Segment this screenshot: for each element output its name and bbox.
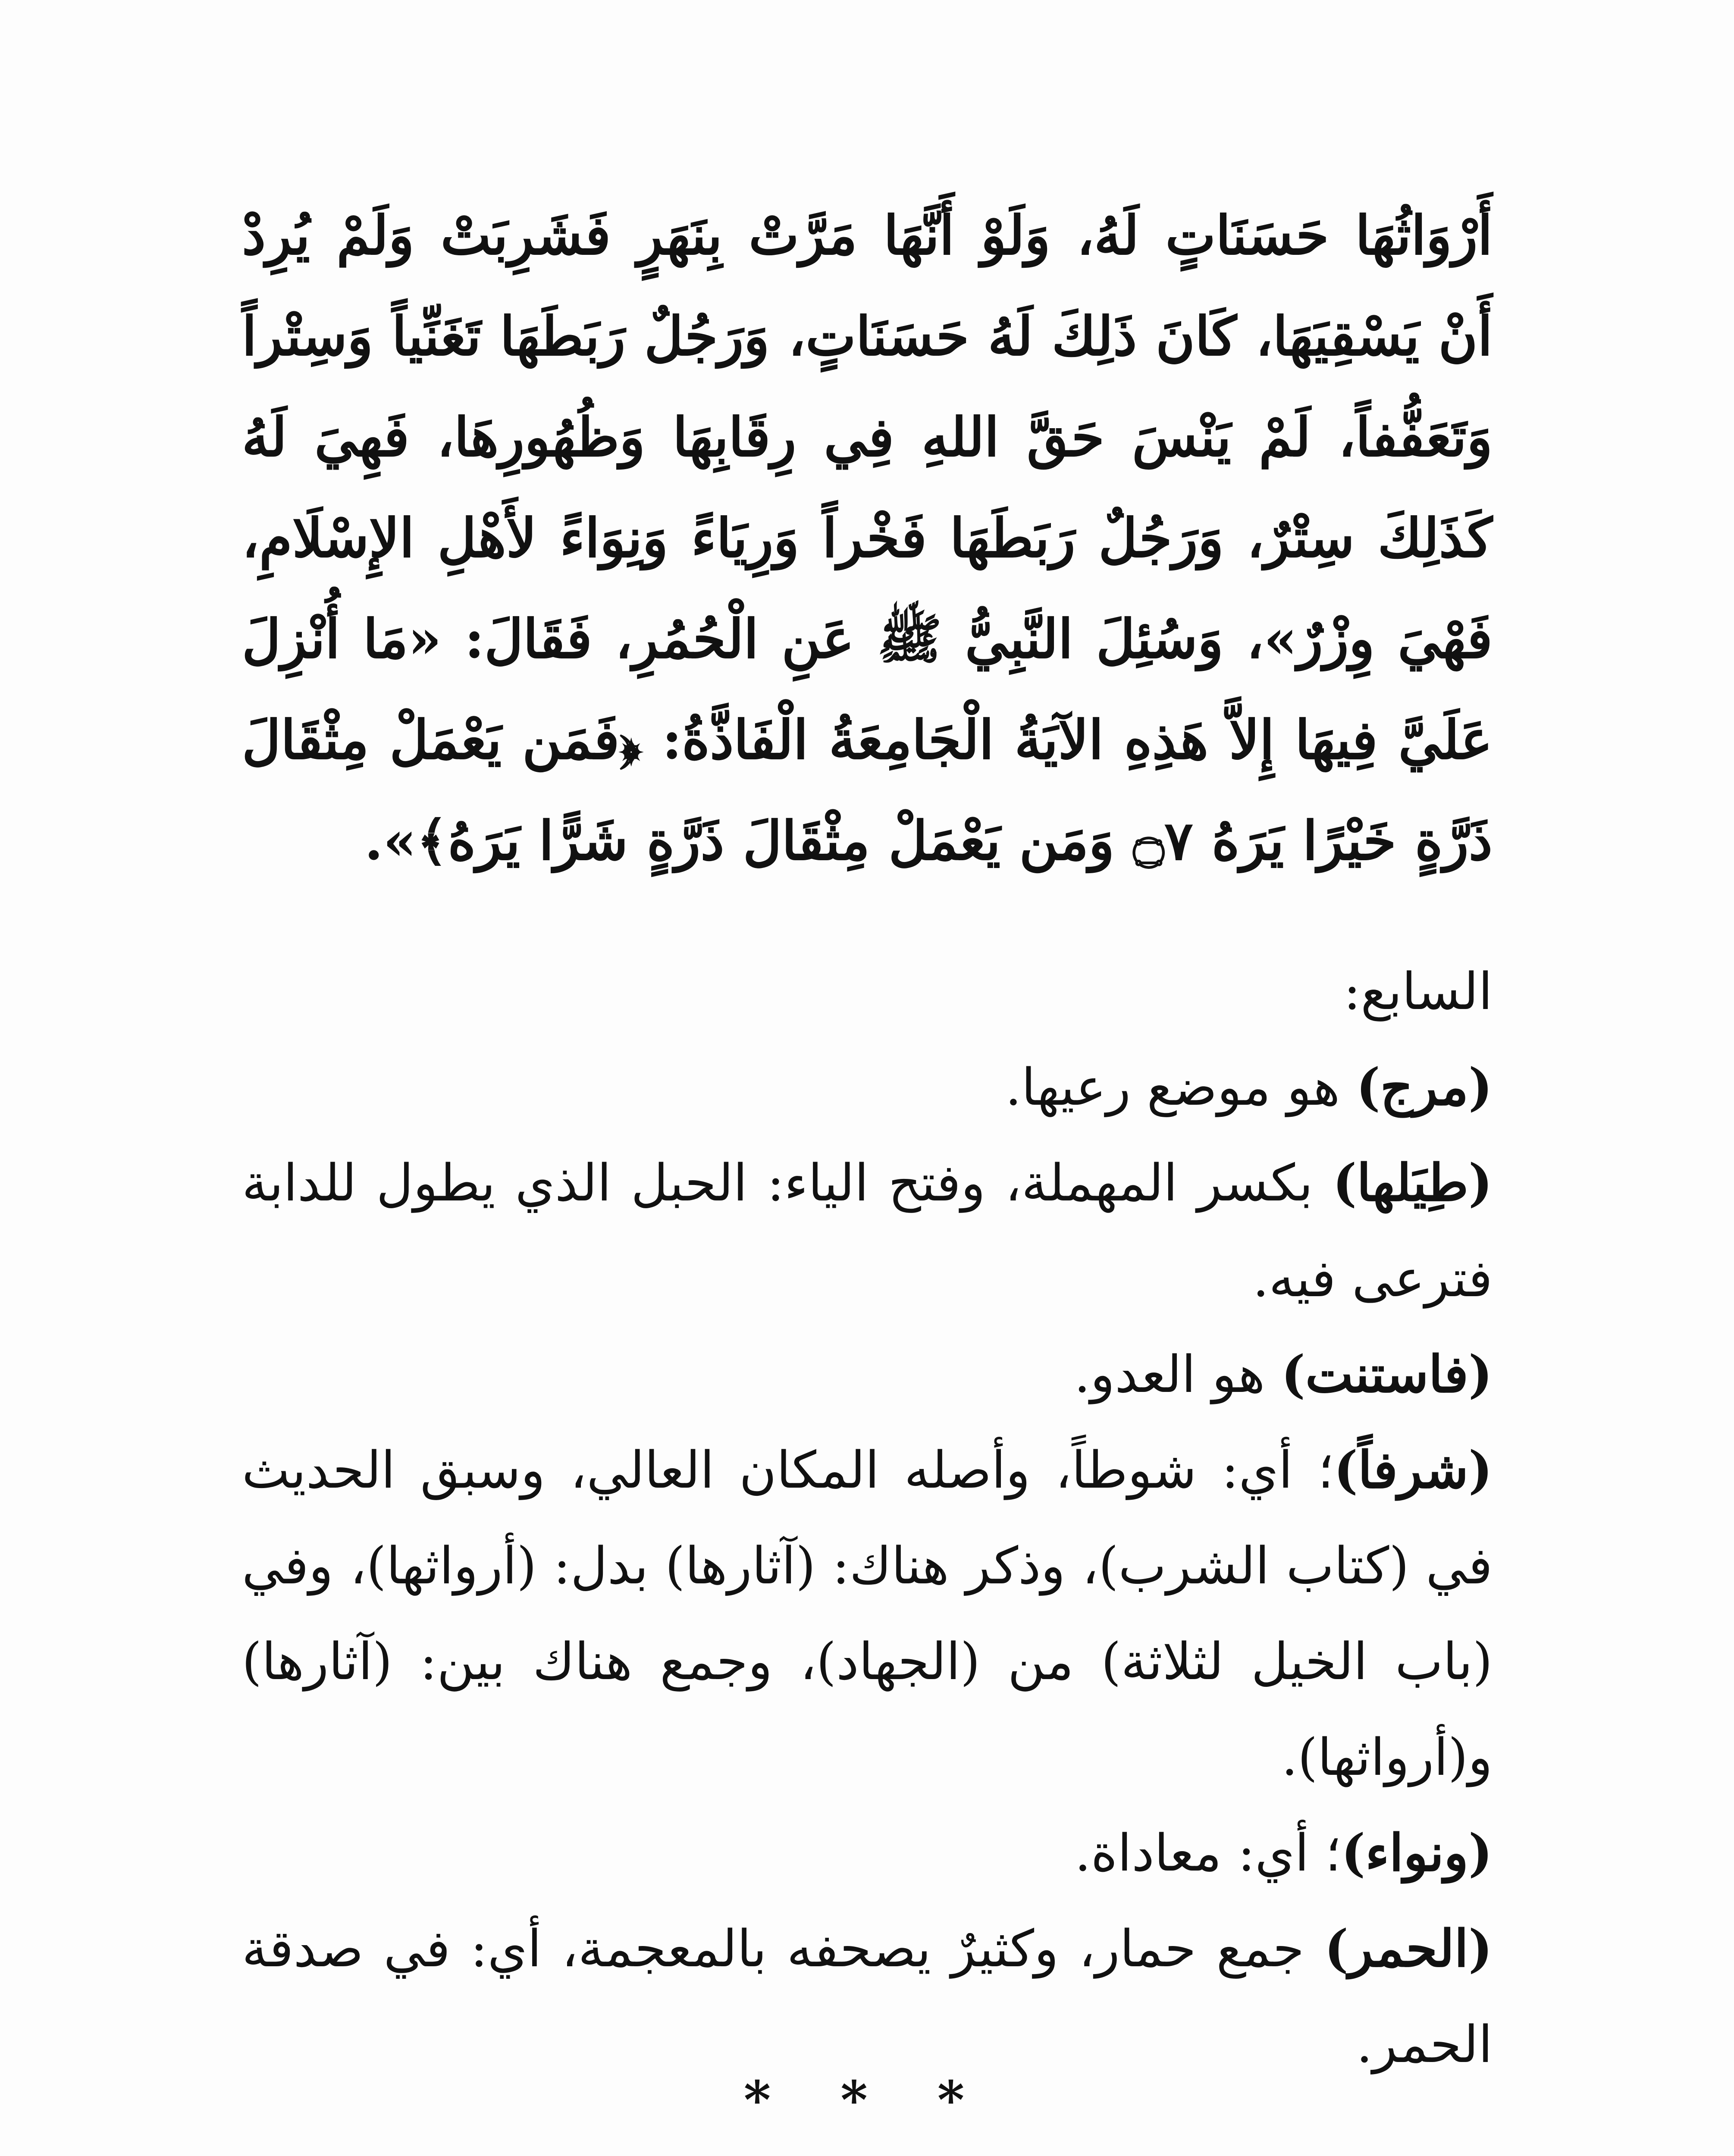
note-text: ؛ أي: شوطاً، وأصله المكان العالي، وسبق الحديث في (كتاب الشرب)، وذكر هناك: (آثارها) بدل: (أرواثها)، وفي (باب الخيل لثلاثة) من (الجهاد)، وجمع هناك بين: (آثارها) و(أرواثها). — [242, 1440, 1493, 1787]
section-heading: السابع: — [1343, 962, 1493, 1021]
note-humur — [242, 1901, 1493, 2092]
note-term: (ونواء) — [1341, 1823, 1493, 1883]
note-fastannat — [242, 1326, 1493, 1422]
note-text: جمع حمار، وكثيرٌ يصحفه بالمعجمة، أي: في صدقة الحمر. — [242, 1919, 1493, 2074]
note-term: (مرج) — [1356, 1057, 1493, 1117]
note-text: ؛ أي: معاداة. — [1075, 1823, 1342, 1883]
note-tiyalaha — [242, 1135, 1493, 1326]
note-marj — [242, 1039, 1493, 1135]
note-niwaa — [242, 1805, 1493, 1901]
text-column — [242, 185, 1493, 2092]
note-term: (شرفاً) — [1333, 1440, 1493, 1500]
note-term: (الحمر) — [1324, 1918, 1493, 1978]
note-sharafan — [242, 1422, 1493, 1805]
section-separator: * * * — [743, 2070, 991, 2131]
note-text: هو العدو. — [1074, 1344, 1282, 1404]
note-text: هو موضع رعيها. — [1005, 1057, 1356, 1117]
note-text: بكسر المهملة، وفتح الياء: الحبل الذي يطول للدابة فترعى فيه. — [242, 1153, 1493, 1308]
note-term: (طِيَلها) — [1333, 1153, 1493, 1213]
hadith-paragraph: أَرْوَاثُهَا حَسَنَاتٍ لَهُ، وَلَوْ أَنَّهَا مَرَّتْ بِنَهَرٍ فَشَرِبَتْ وَلَمْ يُرِدْ أَنْ يَسْقِيَهَا، كَانَ ذَلِكَ لَهُ حَسَنَاتٍ، وَرَجُلٌ رَبَطَهَا تَغَنِّياً وَسِتْراً وَتَعَفُّفاً، لَمْ يَنْسَ حَقَّ اللهِ فِي رِقَابِهَا وَظُهُورِهَا، فَهِيَ لَهُ كَذَلِكَ سِتْرٌ، وَرَجُلٌ رَبَطَهَا فَخْراً وَرِيَاءً وَنِوَاءً لأَهْلِ الإِسْلَامِ، فَهْيَ وِزْرٌ»، وَسُئِلَ النَّبِيُّ ﷺ عَنِ الْحُمُرِ، فَقَالَ: «مَا أُنْزِلَ عَلَيَّ فِيهَا إِلاَّ هَذِهِ الآيَةُ الْجَامِعَةُ الْفَاذَّةُ: ﴿فَمَن يَعْمَلْ مِثْقَالَ ذَرَّةٍ خَيْرًا يَرَهُ ۝٧ وَمَن يَعْمَلْ مِثْقَالَ ذَرَّةٍ شَرًّا يَرَهُ﴾». — [242, 204, 1493, 872]
note-term: (فاستنت) — [1281, 1344, 1493, 1404]
